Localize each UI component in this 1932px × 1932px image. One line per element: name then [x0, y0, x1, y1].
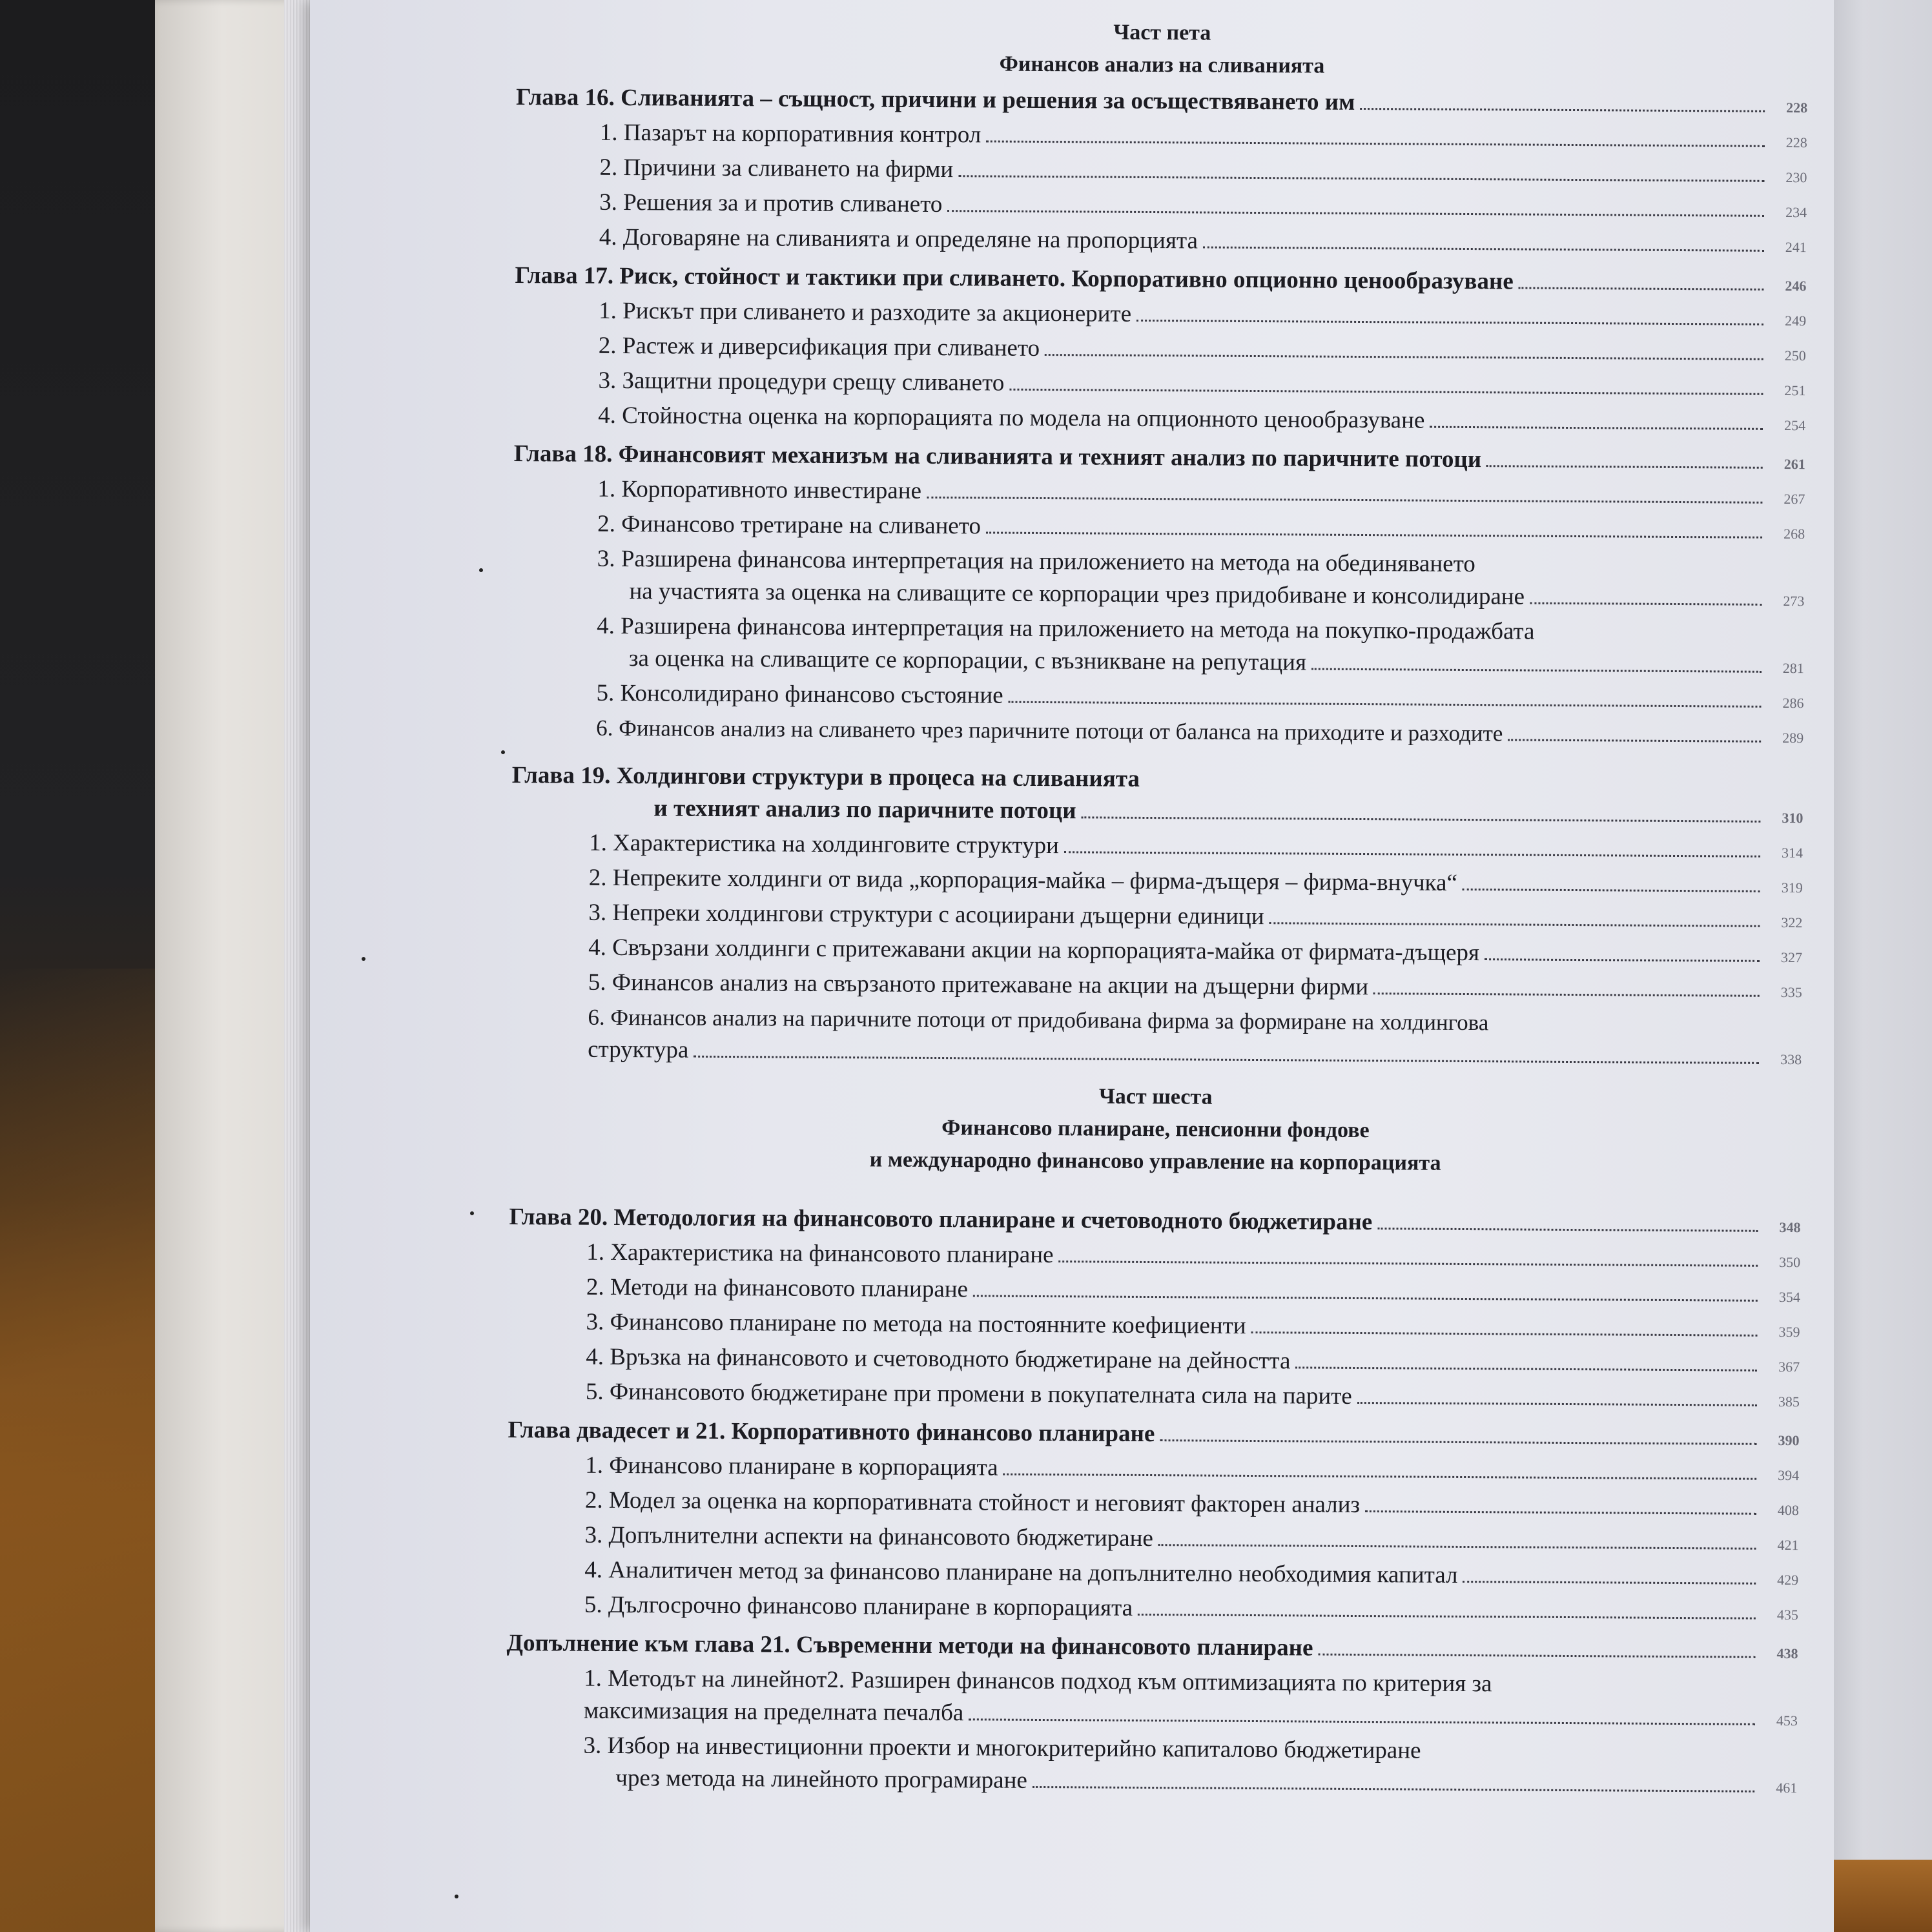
page-number: 438 [1776, 1645, 1798, 1662]
dot-leader [1009, 701, 1762, 708]
entry-title: 5. Дългосрочно финансово планиране в корпорацията [584, 1591, 1133, 1621]
page-number: 268 [1783, 526, 1805, 542]
entry-title: 4. Стойностна оценка на корпорацията по модела на опционното ценообразуване [598, 402, 1425, 434]
dot-leader [1158, 1544, 1756, 1550]
part-title: Финансов анализ на сливанията [999, 52, 1325, 78]
dot-leader [1377, 1228, 1758, 1232]
dot-leader [986, 140, 1765, 147]
chapter-title: Глава 17. Риск, стойност и тактики при сливането. Корпоративно опционно ценообразуване [515, 262, 1514, 295]
entry-title-cont: структура [588, 1036, 689, 1064]
toc-entry[interactable] [515, 221, 1807, 263]
dot-leader [1009, 389, 1763, 395]
entry-title: 2. Методи на финансовото планиране [586, 1273, 969, 1303]
entry-title-cont: за оценка на сливащите се корпорации, с възникване на репутация [628, 645, 1307, 676]
page-number: 421 [1777, 1536, 1799, 1554]
page-number: 429 [1777, 1571, 1799, 1588]
entry-title: 3. Защитни процедури срещу сливането [598, 367, 1005, 396]
entry-title: 2. Причини за сливането на фирми [599, 154, 954, 183]
part-label: Част пета [1113, 20, 1211, 45]
dot-leader [1045, 354, 1763, 360]
entry-title: 4. Разширена финансова интерпретация на приложението на метода на покупко-продажбата [597, 612, 1535, 645]
chapter-title: Глава 16. Сливанията – същност, причини и решения за осъществяването им [516, 83, 1355, 116]
entry-title: 5. Финансовото бюджетиране при промени в покупателната сила на парите [585, 1378, 1352, 1410]
dust-speck [362, 957, 365, 961]
page-number: 367 [1778, 1358, 1800, 1375]
entry-title: 2. Модел за оценка на корпоративната стойност и неговият факторен анализ [584, 1486, 1361, 1519]
dot-leader [1430, 426, 1763, 430]
entry-title: 3. Избор на инвестиционни проекти и многокритерийно капиталово бюджетиране [583, 1732, 1421, 1764]
dot-leader [1251, 1331, 1758, 1337]
entry-title: 1. Характеристика на холдинговите структури [589, 829, 1060, 859]
entry-title: 5. Консолидирано финансово състояние [596, 679, 1003, 709]
entry-title-cont: на участията за оценка на сливащите се корпорации чрез придобиване и консолидиране [629, 578, 1525, 610]
chapter-title: Глава 20. Методология на финансовото планиране и счетоводното бюджетиране [509, 1203, 1373, 1236]
page-number: 322 [1781, 914, 1803, 931]
chapter-title: Глава 18. Финансовият механизъм на сливанията и техният анализ по паричните потоци [513, 440, 1482, 473]
dot-leader [1318, 1654, 1755, 1658]
page-number: 289 [1782, 729, 1804, 746]
dot-leader [1082, 816, 1761, 822]
part-title-line-1: Финансово планиране, пенсионни фондове [941, 1116, 1370, 1143]
page-number: 354 [1778, 1288, 1800, 1306]
entry-title: 1. Корпоративното инвестиране [597, 475, 922, 504]
page-number: 241 [1785, 239, 1807, 256]
page-number: 327 [1781, 949, 1803, 966]
page-number: 359 [1778, 1323, 1800, 1341]
page-number: 335 [1780, 983, 1802, 1001]
page-number: 273 [1783, 592, 1805, 610]
dot-leader [1357, 1402, 1757, 1406]
page-number: 267 [1783, 491, 1805, 508]
dot-leader [986, 531, 1762, 538]
chapter-title: Глава 19. Холдингови структури в процеса на сливанията [511, 761, 1140, 792]
page-number: 228 [1786, 99, 1808, 116]
dot-leader [1138, 1614, 1756, 1619]
page-number: 394 [1778, 1466, 1800, 1484]
dot-leader [694, 1056, 1759, 1064]
page-number: 249 [1785, 313, 1807, 329]
dot-leader [1311, 668, 1762, 673]
entry-title: 1. Методът на линейнот2. Разширен финансов подход към оптимизацията по критерия за [584, 1665, 1492, 1698]
page-number: 310 [1782, 809, 1804, 827]
page-number: 408 [1777, 1501, 1799, 1519]
toc-entry[interactable] [514, 399, 1805, 442]
table-corner [1834, 1860, 1932, 1932]
dot-leader [1064, 851, 1760, 858]
dust-speck [501, 750, 505, 754]
page-number: 228 [1785, 134, 1807, 151]
part-label: Част шеста [1098, 1084, 1213, 1109]
page-number: 261 [1783, 456, 1805, 473]
dot-leader [1295, 1366, 1757, 1371]
entry-title: 1. Пазарът на корпоративния контрол [599, 119, 981, 149]
entry-title: 4. Връзка на финансовото и счетоводното бюджетиране на дейността [586, 1343, 1291, 1375]
entry-title: 1. Финансово планиране в корпорацията [585, 1452, 998, 1481]
dot-leader [1003, 1474, 1757, 1480]
dot-leader [1463, 1581, 1756, 1585]
entry-title: 3. Непреки холдингови структури с асоциирани дъщерни единици [588, 899, 1264, 930]
page-number: 319 [1781, 879, 1803, 896]
dot-leader [927, 497, 1762, 504]
dot-leader [958, 175, 1764, 182]
chapter-title: Глава двадесет и 21. Корпоративното финансово планиране [508, 1416, 1155, 1448]
table-of-contents [506, 13, 1808, 1804]
entry-title: 3. Разширена финансова интерпретация на приложението на метода на обединяването [597, 545, 1475, 578]
chapter-title-cont: и техният анализ по паричните потоци [653, 795, 1076, 825]
page-number: 390 [1778, 1432, 1800, 1449]
entry-title: 5. Финансов анализ на свързаното притежаване на акции на дъщерни фирми [588, 969, 1369, 1001]
dot-leader [969, 1718, 1755, 1725]
page-number: 251 [1784, 382, 1806, 399]
page-number: 461 [1776, 1779, 1798, 1796]
toc-entry[interactable] [507, 1588, 1798, 1631]
page-number: 435 [1776, 1606, 1798, 1623]
entry-title-cont: максимизация на пределната печалба [583, 1697, 964, 1727]
dot-leader [1269, 922, 1760, 927]
dot-leader [1463, 889, 1760, 892]
entry-title: 2. Финансово третиране на сливането [597, 510, 981, 540]
dot-leader [1160, 1439, 1756, 1445]
dot-leader [1136, 320, 1763, 325]
page-number: 338 [1780, 1051, 1802, 1068]
page-number: 246 [1785, 278, 1807, 294]
dot-leader [1058, 1260, 1758, 1267]
dust-speck [470, 1211, 474, 1215]
entry-title: 2. Непреките холдинги от вида „корпорация-майка – фирма-дъщеря – фирма-внучка“ [588, 864, 1458, 896]
dot-leader [1530, 602, 1762, 606]
dot-leader [1486, 465, 1763, 469]
page-number: 314 [1782, 844, 1804, 861]
entry-title: 3. Финансово планиране по метода на постоянните коефициенти [586, 1308, 1246, 1339]
dot-leader [1508, 739, 1761, 742]
entry-title-cont: чрез метода на линейното програмиране [615, 1764, 1027, 1794]
toc-entry[interactable] [508, 1375, 1800, 1418]
dust-speck [455, 1895, 458, 1898]
dot-leader [1519, 287, 1764, 290]
page-number: 250 [1784, 347, 1806, 364]
entry-title: 2. Растеж и диверсификация при сливането [598, 332, 1040, 362]
entry-title: 3. Допълнителни аспекти на финансовото бюджетиране [584, 1521, 1154, 1552]
entry-title: 4. Аналитичен метод за финансово планиране на допълнително необходимия капитал [584, 1556, 1458, 1588]
dust-speck [479, 568, 483, 572]
entry-title: 4. Свързани холдинги с притежавани акции на корпорацията-майка от фирмата-дъщеря [588, 934, 1480, 967]
dot-leader [1360, 108, 1765, 112]
chapter-title: Допълнение към глава 21. Съвременни методи на финансовото планиране [506, 1629, 1313, 1661]
page-number: 281 [1782, 659, 1804, 677]
page-number: 254 [1784, 417, 1806, 434]
page-number: 385 [1778, 1393, 1800, 1410]
dot-leader [1485, 958, 1760, 962]
entry-title: 1. Рискът при сливането и разходите за акционерите [599, 297, 1132, 327]
page-number: 350 [1779, 1253, 1801, 1271]
part-title-line-2: и международно финансово управление на корпорацията [869, 1147, 1441, 1175]
facing-page-edge [1834, 0, 1932, 1932]
dot-leader [973, 1295, 1758, 1301]
entry-title: 6. Финансов анализ на паричните потоци от придобивана фирма за формиране на холдингова [588, 1004, 1489, 1036]
page-number: 234 [1785, 204, 1807, 221]
page-number: 286 [1782, 694, 1804, 712]
entry-title: 4. Договаряне на сливанията и определяне на пропорцията [599, 223, 1198, 254]
dot-leader [1365, 1510, 1756, 1515]
page-number: 230 [1785, 169, 1807, 186]
entry-title: 3. Решения за и против сливането [599, 189, 943, 218]
page-number: 453 [1776, 1712, 1798, 1729]
dot-leader [1203, 246, 1764, 251]
dot-leader [947, 210, 1764, 217]
page-number: 348 [1779, 1218, 1801, 1236]
dot-leader [1033, 1786, 1754, 1793]
entry-title: 6. Финансов анализ на сливането чрез паричните потоци от баланса на приходите и разходите [596, 715, 1503, 746]
entry-title: 1. Характеристика на финансовото планиране [586, 1238, 1054, 1269]
dot-leader [1373, 992, 1760, 997]
